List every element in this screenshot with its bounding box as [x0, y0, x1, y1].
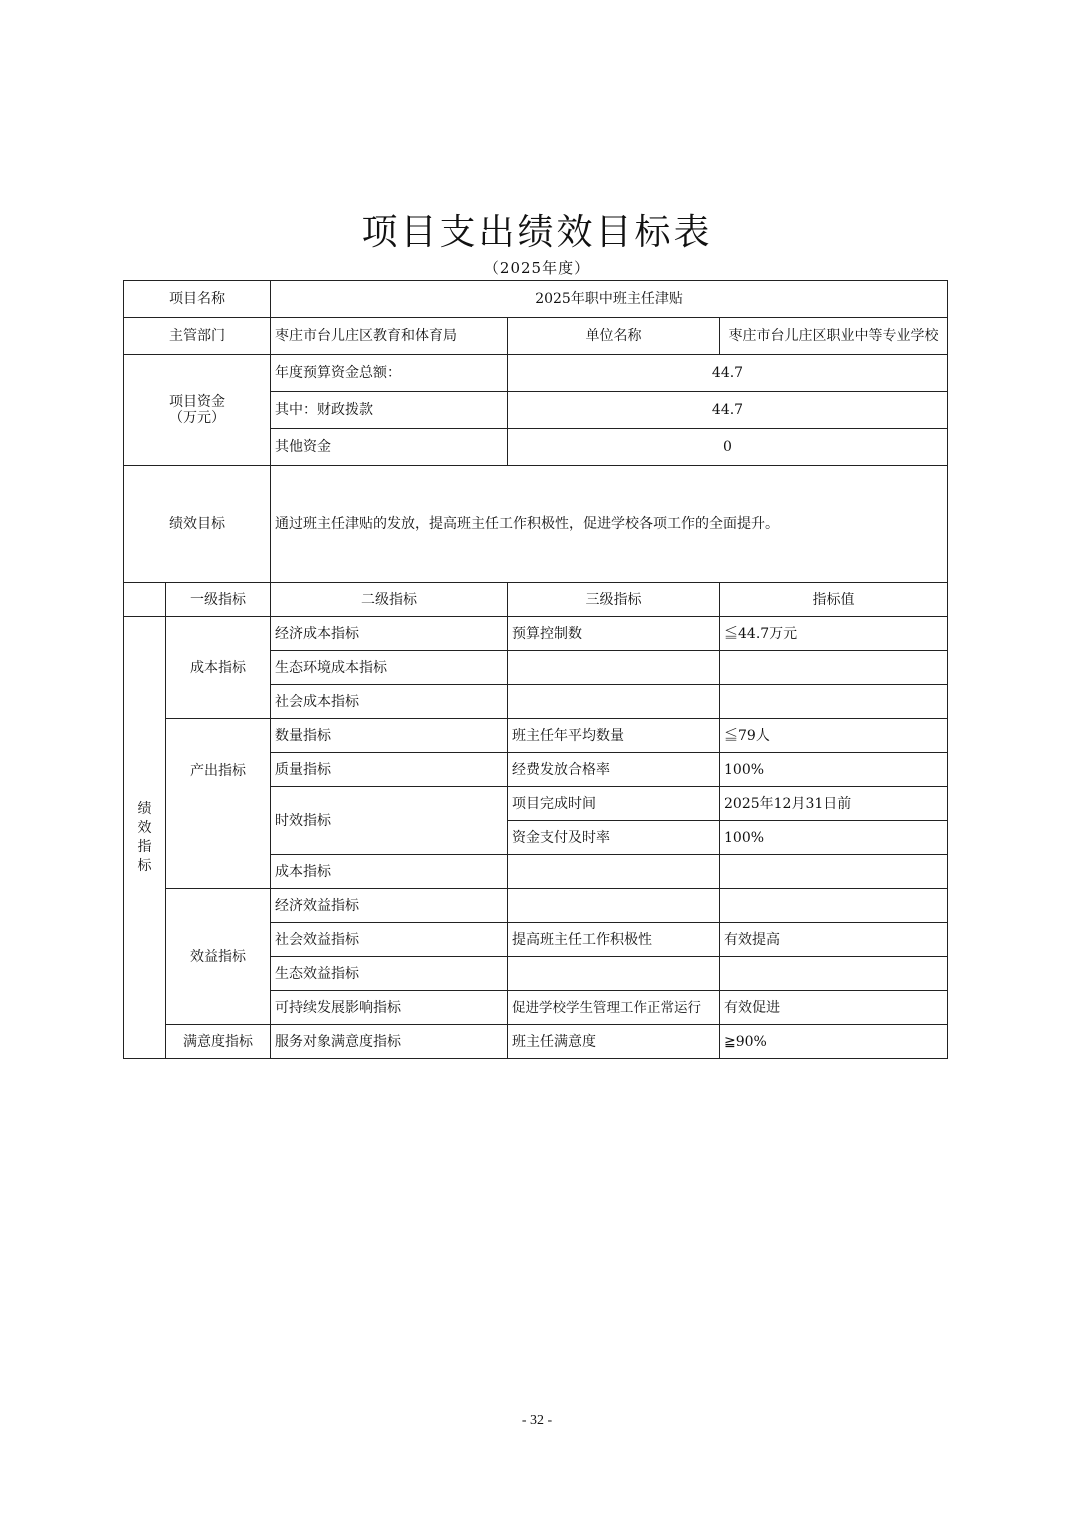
level1-benefit: 效益指标 — [166, 889, 271, 1025]
row-l3: 项目完成时间 — [508, 787, 720, 821]
table-row — [124, 466, 948, 583]
row-value — [720, 889, 948, 923]
row-l2: 经济效益指标 — [271, 889, 508, 923]
empty-header-cell — [124, 583, 166, 617]
table-row — [124, 281, 948, 318]
row-l2: 可持续发展影响指标 — [271, 991, 508, 1025]
page-number: - 32 - — [521, 1413, 553, 1428]
row-value — [720, 957, 948, 991]
row-l2: 社会成本指标 — [271, 685, 508, 719]
row-l3: 班主任年平均数量 — [508, 719, 720, 753]
row-value: 有效提高 — [720, 923, 948, 957]
performance-target-table — [123, 280, 948, 1059]
header-level1: 一级指标 — [166, 583, 271, 617]
project-name-label: 项目名称 — [124, 281, 271, 318]
row-value: ≧90% — [720, 1025, 948, 1059]
table-row — [124, 889, 948, 923]
row-l3: 班主任满意度 — [508, 1025, 720, 1059]
level1-cost: 成本指标 — [166, 617, 271, 719]
other-funds-label: 其他资金 — [271, 429, 508, 466]
header-level2: 二级指标 — [271, 583, 508, 617]
project-name-value: 2025年职中班主任津贴 — [271, 281, 948, 318]
row-value — [720, 651, 948, 685]
header-level3: 三级指标 — [508, 583, 720, 617]
level1-satisfaction: 满意度指标 — [166, 1025, 271, 1059]
row-value — [720, 685, 948, 719]
table-row — [124, 719, 948, 753]
row-value: 2025年12月31日前 — [720, 787, 948, 821]
row-l3: 资金支付及时率 — [508, 821, 720, 855]
unit-name-label: 单位名称 — [508, 318, 720, 355]
goal-label: 绩效目标 — [124, 466, 271, 583]
table-header-row — [124, 583, 948, 617]
row-l3 — [508, 685, 720, 719]
row-l3: 预算控制数 — [508, 617, 720, 651]
row-l3: 经费发放合格率 — [508, 753, 720, 787]
row-l2: 质量指标 — [271, 753, 508, 787]
header-value: 指标值 — [720, 583, 948, 617]
row-value: 100% — [720, 821, 948, 855]
row-l2: 经济成本指标 — [271, 617, 508, 651]
annual-budget-value: 44.7 — [508, 355, 948, 392]
fiscal-label: 其中：财政拨款 — [271, 392, 508, 429]
goal-value: 通过班主任津贴的发放，提高班主任工作积极性，促进学校各项工作的全面提升。 — [271, 466, 948, 583]
row-l3 — [508, 889, 720, 923]
row-l3 — [508, 651, 720, 685]
row-value: ≦44.7万元 — [720, 617, 948, 651]
row-l3: 提高班主任工作积极性 — [508, 923, 720, 957]
department-label: 主管部门 — [124, 318, 271, 355]
unit-name-value: 枣庄市台儿庄区职业中等专业学校 — [720, 318, 948, 355]
page-title: 项目支出绩效目标表 — [361, 212, 713, 253]
row-l3 — [508, 957, 720, 991]
table-row — [124, 355, 948, 392]
table-row — [124, 1025, 948, 1059]
funds-label: 项目资金 （万元） — [124, 355, 271, 466]
row-value: 有效促进 — [720, 991, 948, 1025]
page-subtitle: （2025年度） — [483, 259, 591, 277]
row-l2: 生态效益指标 — [271, 957, 508, 991]
department-value: 枣庄市台儿庄区教育和体育局 — [271, 318, 508, 355]
row-value: 100% — [720, 753, 948, 787]
annual-budget-label: 年度预算资金总额： — [271, 355, 508, 392]
performance-indicator-label: 绩 效 指 标 — [124, 617, 166, 1059]
row-l2: 生态环境成本指标 — [271, 651, 508, 685]
row-l2: 社会效益指标 — [271, 923, 508, 957]
table-row — [124, 617, 948, 651]
table-row — [124, 318, 948, 355]
row-l3 — [508, 855, 720, 889]
row-l2: 数量指标 — [271, 719, 508, 753]
other-funds-value: 0 — [508, 429, 948, 466]
row-value: ≦79人 — [720, 719, 948, 753]
fiscal-value: 44.7 — [508, 392, 948, 429]
row-l2: 时效指标 — [271, 787, 508, 855]
row-value — [720, 855, 948, 889]
level1-output: 产出指标 — [166, 719, 271, 889]
row-l2: 成本指标 — [271, 855, 508, 889]
row-l2: 服务对象满意度指标 — [271, 1025, 508, 1059]
row-l3: 促进学校学生管理工作正常运行 — [508, 991, 720, 1025]
